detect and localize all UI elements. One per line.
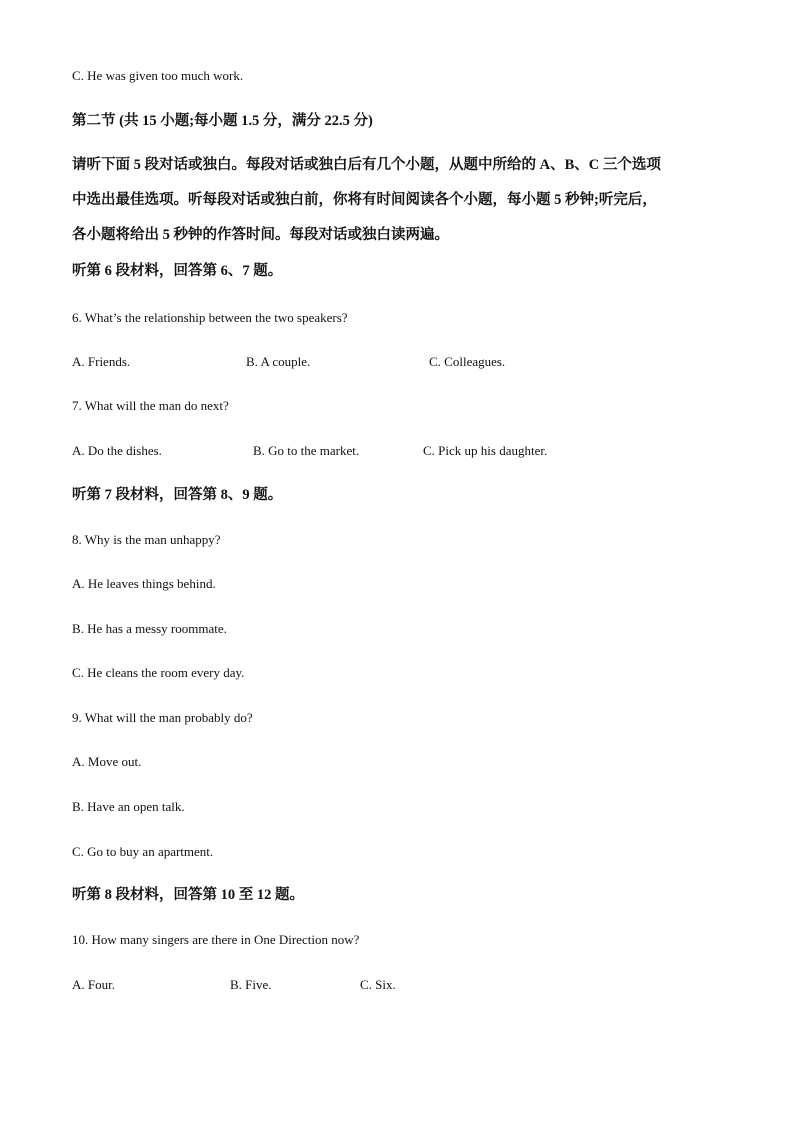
instructions-line-2: 中选出最佳选项。听每段对话或独白前，你将有时间阅读各个小题，每小题 5 秒钟;听完后， — [72, 192, 657, 208]
q7-option-a: A. Do the dishes. — [72, 443, 162, 458]
q9-option-a: A. Move out. — [72, 754, 142, 769]
q6-option-c: C. Colleagues. — [429, 354, 506, 369]
q7-option-c: C. Pick up his daughter. — [423, 443, 548, 458]
q5-option-c: C. He was given too much work. — [72, 68, 244, 83]
q10-option-b: B. Five. — [230, 977, 272, 992]
q8-option-c: C. He cleans the room every day. — [72, 665, 245, 680]
q6-option-b: B. A couple. — [246, 354, 311, 369]
q10-option-c: C. Six. — [360, 977, 396, 992]
q9-option-b: B. Have an open talk. — [72, 799, 185, 814]
material-7-heading: 听第 7 段材料，回答第 8、9 题。 — [72, 487, 283, 503]
q10-option-a: A. Four. — [72, 977, 115, 992]
q8-option-b: B. He has a messy roommate. — [72, 621, 227, 636]
q7-option-b: B. Go to the market. — [253, 443, 360, 458]
instructions-paragraph — [72, 148, 732, 253]
question-8: 8. Why is the man unhappy? — [72, 532, 221, 547]
material-6-heading: 听第 6 段材料，回答第 6、7 题。 — [72, 263, 283, 279]
material-8-heading: 听第 8 段材料，回答第 10 至 12 题。 — [72, 887, 304, 903]
q9-option-c: C. Go to buy an apartment. — [72, 844, 214, 859]
question-6: 6. What’s the relationship between the two speakers? — [72, 310, 348, 325]
instructions-line-3: 各小题将给出 5 秒钟的作答时间。每段对话或独白读两遍。 — [72, 227, 449, 243]
question-10: 10. How many singers are there in One Direction now? — [72, 932, 360, 947]
q8-option-a: A. He leaves things behind. — [72, 576, 216, 591]
question-9: 9. What will the man probably do? — [72, 710, 253, 725]
instructions-line-1: 请听下面 5 段对话或独白。每段对话或独白后有几个小题，从题中所给的 A、B、C 三个选项 — [72, 157, 661, 173]
question-7: 7. What will the man do next? — [72, 398, 229, 413]
q6-option-a: A. Friends. — [72, 354, 131, 369]
section-title: 第二节 (共 15 小题;每小题 1.5 分，满分 22.5 分) — [72, 113, 373, 129]
